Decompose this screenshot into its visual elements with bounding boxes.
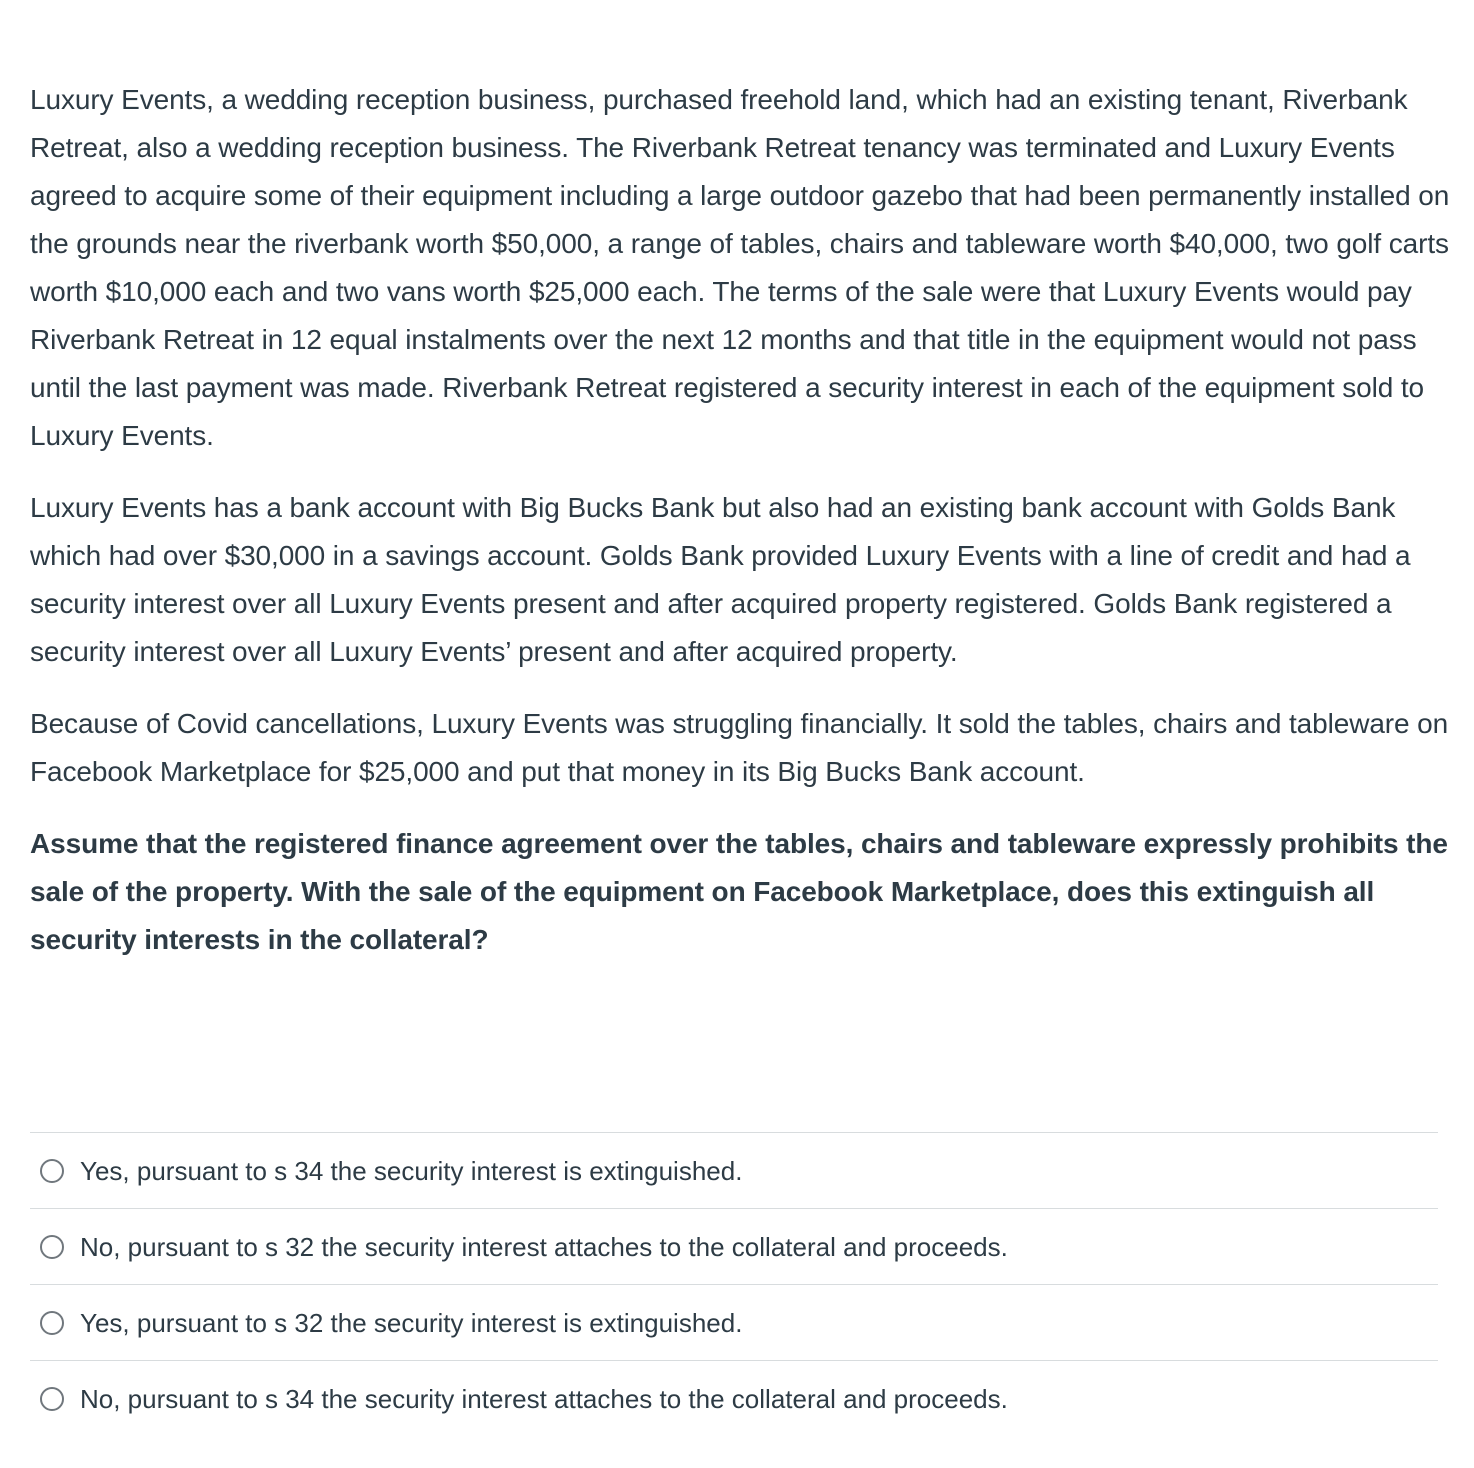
answer-label[interactable]: Yes, pursuant to s 32 the security interest is extinguished.: [80, 1307, 743, 1338]
answer-option-3[interactable]: [30, 1284, 1438, 1360]
answer-option-4[interactable]: [30, 1360, 1438, 1436]
question-paragraph: Luxury Events, a wedding reception business, purchased freehold land, which had an existing tenant, Riverbank Retreat, also a wedding reception business. The Riverbank Retreat tenancy was terminated and Luxury Events agreed to acquire some of their equipment including a large outdoor gazebo that had been permanently installed on the grounds near the riverbank worth $50,000, a range of tables, chairs and tableware worth $40,000, two golf carts worth $10,000 each and two vans worth $25,000 each. The terms of the sale were that Luxury Events would pay Riverbank Retreat in 12 equal instalments over the next 12 months and that title in the equipment would not pass until the last payment was made. Riverbank Retreat registered a security interest in each of the equipment sold to Luxury Events.: [30, 84, 1450, 451]
radio-button[interactable]: [40, 1387, 64, 1411]
question-paragraph: Because of Covid cancellations, Luxury Events was struggling financially. It sold the tables, chairs and tableware on Facebook Marketplace for $25,000 and put that money in its Big Bucks Bank account.: [30, 708, 1449, 787]
answer-label[interactable]: No, pursuant to s 34 the security interest attaches to the collateral and proceeds.: [80, 1383, 1008, 1414]
question-paragraph: Luxury Events has a bank account with Big Bucks Bank but also had an existing bank account with Golds Bank which had over $30,000 in a savings account. Golds Bank provided Luxury Events with a line of credit and had a security interest over all Luxury Events present and after acquired property registered. Golds Bank registered a security interest over all Luxury Events’ present and after acquired property.: [30, 492, 1411, 667]
radio-button[interactable]: [40, 1159, 64, 1183]
radio-button[interactable]: [40, 1235, 64, 1259]
answer-list: [30, 1132, 1438, 1436]
answer-label[interactable]: Yes, pursuant to s 34 the security interest is extinguished.: [80, 1155, 743, 1186]
question-prompt: Assume that the registered finance agreement over the tables, chairs and tableware expressly prohibits the sale of the property. With the sale of the equipment on Facebook Marketplace, does this extinguish all security interests in the collateral?: [30, 828, 1448, 955]
radio-button[interactable]: [40, 1311, 64, 1335]
answer-option-1[interactable]: [30, 1132, 1438, 1208]
question-text: [30, 76, 1450, 988]
answer-label[interactable]: No, pursuant to s 32 the security interest attaches to the collateral and proceeds.: [80, 1231, 1008, 1262]
answer-option-2[interactable]: [30, 1208, 1438, 1284]
